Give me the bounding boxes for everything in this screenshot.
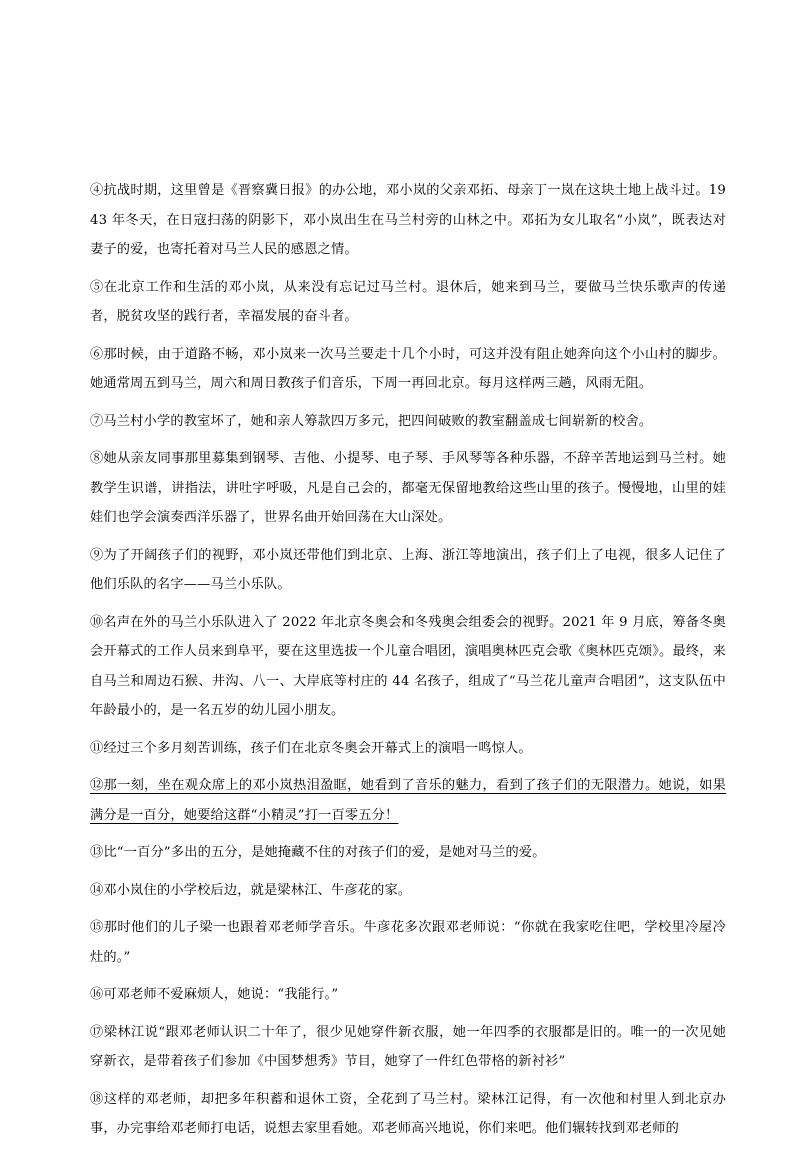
paragraph-number: ⑨ bbox=[90, 547, 104, 563]
paragraph-text: 在北京工作和生活的邓小岚，从来没有忘记过马兰村。退休后，她来到马兰，要做马兰快乐歌声的传递者，脱贫攻坚的践行者，幸福发展的奋斗者。 bbox=[90, 279, 727, 324]
paragraph-15 bbox=[90, 913, 726, 972]
paragraph-number: ④ bbox=[90, 183, 104, 198]
paragraph-text: 经过三个多月刻苦训练，孩子们在北京冬奥会开幕式上的演唱一鸣惊人。 bbox=[103, 740, 532, 756]
paragraph-number: ⑩ bbox=[90, 614, 104, 630]
paragraph-number: ⑭ bbox=[90, 882, 104, 898]
paragraph-7 bbox=[90, 407, 726, 437]
paragraph-text: 她从亲友同事那里募集到钢琴、吉他、小提琴、电子琴、手风琴等各种乐器，不辞辛苦地运到马兰村。她教学生识谱，讲指法，讲吐字呼吸，凡是自己会的，都毫无保留地教给这些山里的孩子。慢慢地，山里的娃娃们也学会演奏西洋乐器了，世界名曲开始回荡在大山深处。 bbox=[90, 451, 727, 525]
paragraph-number: ⑧ bbox=[90, 451, 104, 466]
paragraph-9 bbox=[90, 541, 726, 600]
paragraph-number: ⑬ bbox=[90, 845, 104, 860]
paragraph-text: 可邓老师不爱麻烦人，她说：“我能行。” bbox=[103, 987, 339, 1002]
paragraph-18 bbox=[90, 1085, 726, 1144]
paragraph-17 bbox=[90, 1018, 726, 1077]
paragraph-number: ⑯ bbox=[90, 987, 104, 1002]
paragraph-13 bbox=[90, 838, 726, 868]
paragraph-text: 马兰村小学的教室坏了，她和亲人筹款四万多元，把四间破败的教室翻盖成七间崭新的校舍。 bbox=[103, 413, 653, 429]
paragraph-number: ⑦ bbox=[90, 413, 104, 429]
paragraph-text: 那一刻，坐在观众席上的邓小岚热泪盈眶，她看到了音乐的魅力，看到了孩子们的无限潜力。她说，如果满分是一百分，她要给这群“小精灵”打一百零五分！ bbox=[90, 778, 727, 823]
paragraph-10 bbox=[90, 608, 726, 726]
paragraph-8 bbox=[90, 444, 726, 533]
paragraph-12-underlined bbox=[90, 771, 726, 830]
paragraph-number: ⑱ bbox=[90, 1091, 104, 1107]
paragraph-number: ⑮ bbox=[90, 920, 104, 935]
paragraph-number: ⑪ bbox=[90, 740, 104, 756]
paragraph-text: 梁林江说“跟邓老师认识二十年了，很少见她穿件新衣服，她一年四季的衣服都是旧的。唯一的一次见她穿新衣，是带着孩子们参加《中国梦想秀》节目，她穿了一件红色带格的新衬衫” bbox=[90, 1024, 726, 1069]
paragraph-6 bbox=[90, 340, 726, 399]
paragraph-number: ⑤ bbox=[90, 279, 104, 295]
paragraph-11 bbox=[90, 734, 726, 764]
paragraph-5 bbox=[90, 273, 726, 332]
paragraph-text: 比“一百分”多出的五分，是她掩藏不住的对孩子们的爱，是她对马兰的爱。 bbox=[103, 845, 546, 860]
paragraph-number: ⑫ bbox=[90, 778, 104, 793]
paragraph-4 bbox=[90, 176, 726, 265]
paragraph-text: 那时候，由于道路不畅，邓小岚来一次马兰要走十几个小时，可这并没有阻止她奔向这个小山村的脚步。她通常周五到马兰，周六和周日教孩子们音乐，下周一再回北京。每月这样两三趟，风雨无阻。 bbox=[90, 346, 727, 391]
paragraph-text: 这样的邓老师，却把多年积蓄和退休工资，全花到了马兰村。梁林江记得，有一次他和村里人到北京办事，办完事给邓老师打电话，说想去家里看她。邓老师高兴地说，你们来吧。他们辗转找到邓老师的 bbox=[90, 1091, 727, 1136]
paragraph-number: ⑰ bbox=[90, 1024, 104, 1040]
paragraph-text: 邓小岚住的小学校后边，就是梁林江、牛彦花的家。 bbox=[103, 882, 412, 898]
article-body bbox=[90, 176, 726, 1152]
paragraph-text: 名声在外的马兰小乐队进入了 2022 年北京冬奥会和冬残奥会组委会的视野。2021 年 9 月底，筹备冬奥会开幕式的工作人员来到阜平，要在这里选拔一个儿童合唱团，演唱奥林匹克会歌《奥林匹克颂》。最终，来自马兰和周边石猴、井沟、八一、大岸底等村庄的 44 名孩子，组成了“马兰花儿童声合唱团”，这支队伍中年龄最小的，是一名五岁的幼儿园小朋友。 bbox=[90, 614, 726, 718]
paragraph-text: 为了开阔孩子们的视野，邓小岚还带他们到北京、上海、浙江等地演出，孩子们上了电视，很多人记住了他们乐队的名字——马兰小乐队。 bbox=[90, 547, 727, 592]
paragraph-number: ⑥ bbox=[90, 346, 104, 362]
paragraph-14 bbox=[90, 876, 726, 906]
paragraph-16 bbox=[90, 980, 726, 1010]
paragraph-text: 抗战时期，这里曾是《晋察冀日报》的办公地，邓小岚的父亲邓拓、母亲丁一岚在这块土地上战斗过。1943 年冬天，在日寇扫荡的阴影下，邓小岚出生在马兰村旁的山林之中。邓拓为女儿取名“小岚”，既表达对妻子的爱，也寄托着对马兰人民的感恩之情。 bbox=[90, 183, 726, 257]
paragraph-text: 那时他们的儿子梁一也跟着邓老师学音乐。牛彦花多次跟邓老师说：“你就在我家吃住吧，学校里冷屋冷灶的。” bbox=[90, 920, 726, 965]
